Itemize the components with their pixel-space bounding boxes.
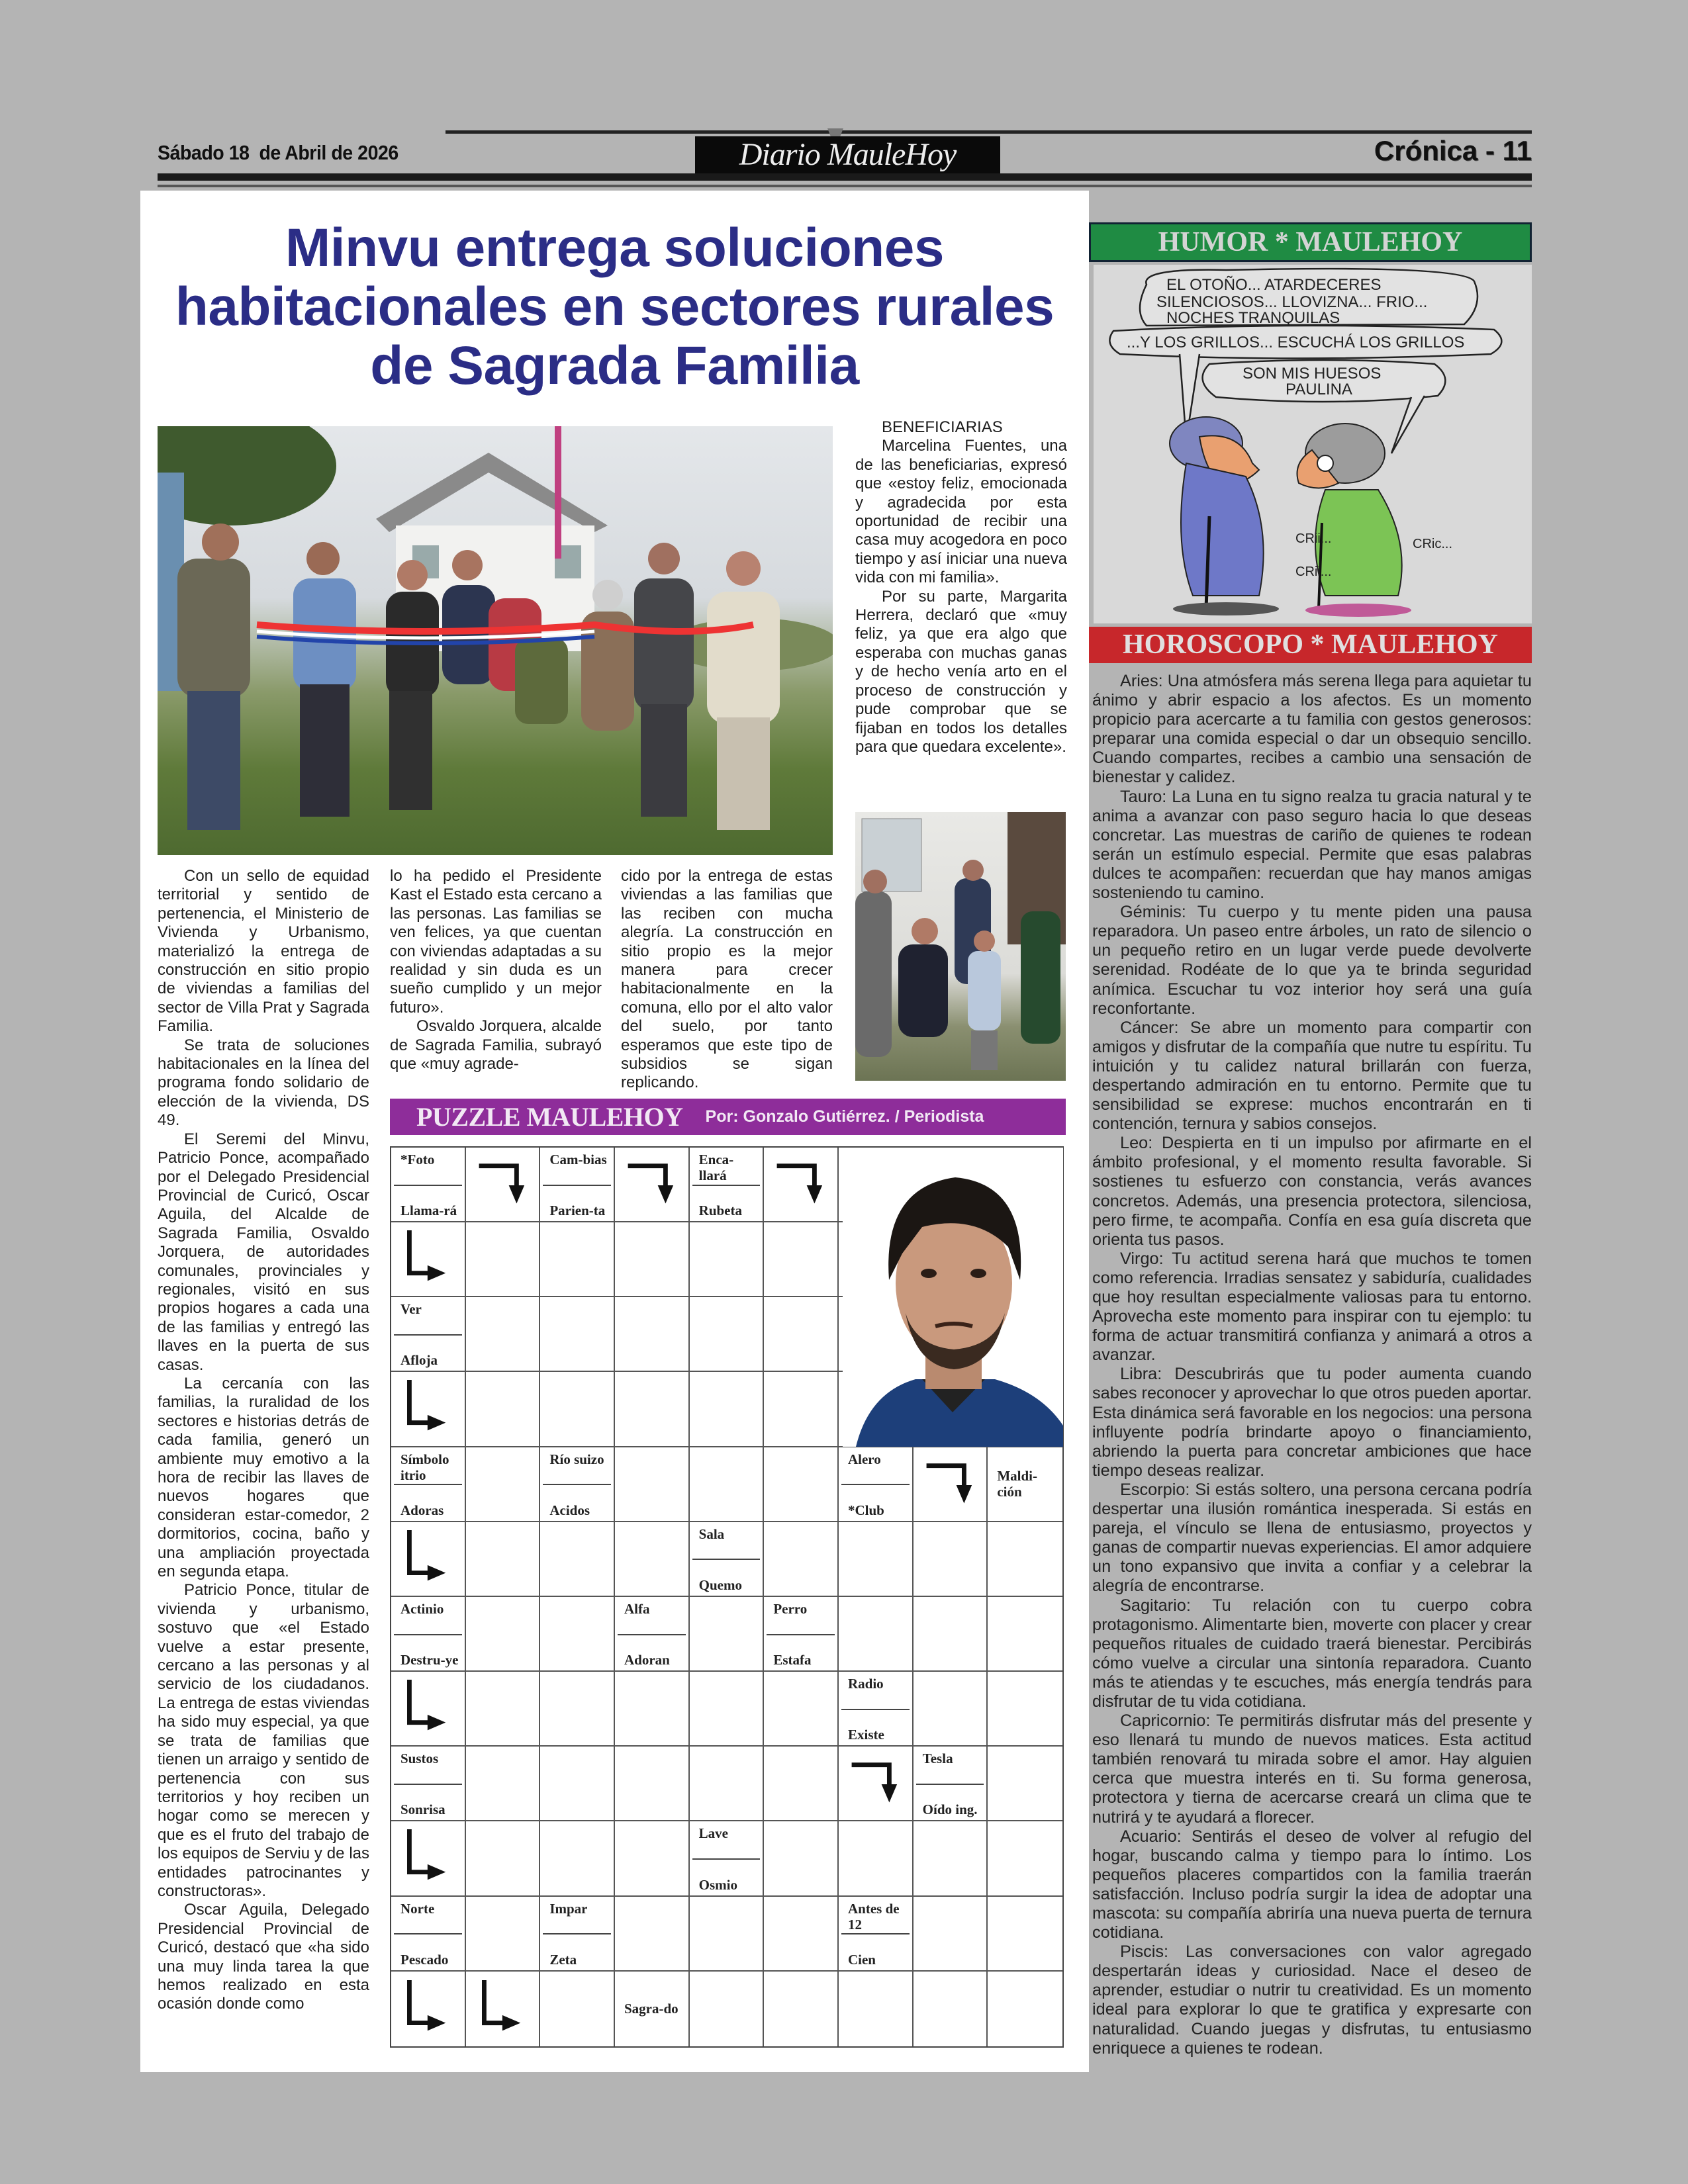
article-paragraph: Osvaldo Jorquera, alcalde de Sagrada Familia, subrayó que «muy agrade- bbox=[390, 1017, 602, 1073]
answer-cell[interactable] bbox=[690, 1747, 765, 1821]
clue-divider bbox=[618, 1634, 686, 1635]
clue-text: Perro bbox=[773, 1600, 808, 1617]
arrow-cell bbox=[391, 1222, 466, 1297]
horoscope-sign-paragraph: Capricornio: Te permitirás disfrutar más del presente y eso llenará tu mundo de nuevos matices. Esta actitud también renovará tu mirada sobre el amor. Hay alguien cerca que muestra interés en ti. Su forma generosa, protectora y tierna de acercarse creará un clima que te nutrirá y te ayudará a florecer. bbox=[1092, 1711, 1532, 1827]
horoscope-sign-paragraph: Cáncer: Se abre un momento para compartir con amigos y disfrutar de la compañía que nutre tu espíritu. Tu intuición y tu calidez natural brillarán con fuerza, despertando admiración en tu entorno. Permite que tu sensibilidad se exprese: muchos encontrarán en ti contención, ternura y sabios consejos. bbox=[1092, 1018, 1532, 1134]
answer-cell[interactable] bbox=[914, 1522, 988, 1597]
arrow-cell bbox=[391, 1972, 466, 2046]
clue-text: Alfa bbox=[624, 1600, 650, 1617]
clue-divider bbox=[394, 1933, 462, 1934]
answer-cell[interactable] bbox=[466, 1522, 541, 1597]
horoscope-sign-paragraph: Virgo: Tu actitud serena hará que muchos te tomen como referencia. Irradias sensatez y sabiduría, cualidades que hoy resultan especialmente valiosas para tu entorno. Aprovecha este momento para inspirar con tu ejemplo: tu forma de actuar transmitirá confianza y animará a otros a avanzar. bbox=[1092, 1249, 1532, 1365]
answer-cell[interactable] bbox=[764, 1672, 839, 1747]
answer-cell[interactable] bbox=[764, 1747, 839, 1821]
article-paragraph: Oscar Aguila, Delegado Presidencial Provincial de Curicó, destacó que «ha sido una muy linda tarea la que hemos realizado en esta ocasión donde como bbox=[158, 1901, 369, 2013]
answer-cell[interactable] bbox=[914, 1897, 988, 1972]
answer-cell[interactable] bbox=[764, 1372, 839, 1447]
clue-cell bbox=[540, 1897, 615, 1972]
answer-cell[interactable] bbox=[988, 1897, 1062, 1972]
clue-cell bbox=[615, 1972, 690, 2046]
clue-cell bbox=[540, 1447, 615, 1522]
horoscope-sign-paragraph: Géminis: Tu cuerpo y tu mente piden una pausa reparadora. Un paseo entre árboles, un rato de silencio o un pequeño retiro en un lugar verde puede devolverte serenidad. Rodéate de lo que ya te brinda seguridad anímica. Escuchar tu voz interior hoy será una guía reconfortante. bbox=[1092, 903, 1532, 1018]
clue-text: Cam-bias bbox=[549, 1152, 607, 1167]
clue-text: Maldi-ción bbox=[997, 1468, 1037, 1500]
clue-text: Sala bbox=[698, 1525, 725, 1542]
newspaper-logo: Diario MauleHoy bbox=[695, 136, 1000, 173]
answer-cell[interactable] bbox=[690, 1222, 765, 1297]
horoscope-sign-paragraph: Acuario: Sentirás el deseo de volver al refugio del hogar, buscando calma y tiempo para lo íntimo. Los pequeños placeres compartidos con la familia traerán satisfacción. Incluso podría surgir la idea de adoptar una mascota: su compañía abriría una nueva puerta de ternura cotidiana. bbox=[1092, 1827, 1532, 1942]
clue-text: Sonrisa bbox=[400, 1801, 445, 1818]
answer-cell[interactable] bbox=[540, 1597, 615, 1672]
horoscope-sign-paragraph: Libra: Descubrirás que tu poder aumenta cuando sabes reconocer y aprovechar lo que otros pueden aportar. Esta dinámica será favorable en los negocios: una persona influyente podría brindarte apoyo o financiamiento, abriendo la puerta para concretar ambiciones que hace tiempo deseas realizar. bbox=[1092, 1365, 1532, 1480]
clue-divider bbox=[841, 1933, 910, 1934]
clue-cell bbox=[839, 1672, 914, 1747]
answer-cell[interactable] bbox=[466, 1222, 541, 1297]
answer-cell[interactable] bbox=[839, 1821, 914, 1896]
article-paragraph: Marcelina Fuentes, una de las beneficiarias, expresó que «estoy feliz, emocionada y agradecida por esta oportunidad de recibir una casa muy acogedora en poco tiempo y así iniciar una nueva vida con mi familia». bbox=[855, 437, 1067, 587]
clue-text: Afloja bbox=[400, 1352, 438, 1369]
horoscope-sign-paragraph: Sagitario: Tu relación con tu cuerpo cobra protagonismo. Alimentarte bien, moverte con placer y crear pequeños rituales de cuidado traerá bienestar. Percibirás cómo vuelve a circular una sintonía reparadora. Cuanto más te atiendas y te escuches, más energía tendrás para disfrutar de tu vida cotidiana. bbox=[1092, 1596, 1532, 1711]
clue-cell bbox=[540, 1148, 615, 1222]
old-woman-green-figure bbox=[1297, 424, 1412, 617]
puzzle-byline: Por: Gonzalo Gutiérrez. / Periodista bbox=[705, 1107, 984, 1126]
answer-cell[interactable] bbox=[988, 1821, 1062, 1896]
horoscope-text bbox=[1092, 672, 1532, 2058]
clue-text: Oído ing. bbox=[922, 1801, 978, 1818]
humor-header: HUMOR * MAULEHOY bbox=[1089, 222, 1532, 262]
answer-cell[interactable] bbox=[988, 1747, 1062, 1821]
clue-divider bbox=[394, 1185, 462, 1186]
clue-divider bbox=[543, 1933, 611, 1934]
article-paragraph: Se trata de soluciones habitacionales en la línea del programa fondo solidario de elección de la vivienda, DS 49. bbox=[158, 1036, 369, 1130]
answer-cell[interactable] bbox=[690, 1597, 765, 1672]
clue-divider bbox=[543, 1484, 611, 1485]
sound-effect-text: CRic... bbox=[1413, 537, 1452, 551]
clue-text: Actinio bbox=[400, 1600, 444, 1617]
answer-cell[interactable] bbox=[540, 1747, 615, 1821]
clue-text: Parien-ta bbox=[549, 1203, 606, 1219]
answer-cell[interactable] bbox=[914, 1821, 988, 1896]
clue-divider bbox=[841, 1709, 910, 1710]
clue-text: *Club bbox=[847, 1502, 884, 1518]
clue-text: Alero bbox=[847, 1451, 881, 1467]
arrow-cell bbox=[839, 1747, 914, 1821]
clue-divider bbox=[394, 1634, 462, 1635]
answer-cell[interactable] bbox=[466, 1747, 541, 1821]
answer-cell[interactable] bbox=[690, 1972, 765, 2046]
headline-line: Minvu entrega soluciones bbox=[285, 218, 944, 278]
section-page-label: Crónica - 11 bbox=[1374, 135, 1532, 166]
clue-text: *Foto bbox=[400, 1152, 435, 1167]
answer-cell[interactable] bbox=[615, 1372, 690, 1447]
clue-divider bbox=[841, 1484, 910, 1485]
horoscope-sign-paragraph: Escorpio: Si estás soltero, una persona cercana podría despertar una ilusión romántica inesperada. Si estás en pareja, el vínculo se llena de entusiasmo, proyectos y ganas de compartir nuevas experiencias. El amor adquiere un tono expansivo que invita a confiar y a celebrar la alegría de encontrarse. bbox=[1092, 1480, 1532, 1596]
clue-text: Ver bbox=[400, 1301, 422, 1318]
answer-cell[interactable] bbox=[764, 1447, 839, 1522]
answer-cell[interactable] bbox=[466, 1372, 541, 1447]
clue-cell bbox=[391, 1447, 466, 1522]
article-paragraph: cido por la entrega de estas viviendas a las familias que las reciben con mucha alegría. La construcción en sitio propio es la mejor manera para crecer habitacionalmente en la comuna, ello por el alto valor del suelo, por tanto esperamos que este tipo de subsidios se sigan replicando. bbox=[621, 867, 833, 1092]
arrow-cell bbox=[615, 1148, 690, 1222]
clue-text: Quemo bbox=[698, 1576, 742, 1593]
clue-text: Zeta bbox=[549, 1951, 577, 1968]
answer-cell[interactable] bbox=[914, 1597, 988, 1672]
clue-text: Símbolo itrio bbox=[400, 1451, 449, 1483]
cartoon-text: NOCHES TRANQUILAS bbox=[1166, 309, 1340, 327]
answer-cell[interactable] bbox=[690, 1897, 765, 1972]
clue-text: Sustos bbox=[400, 1751, 439, 1767]
answer-cell[interactable] bbox=[466, 1672, 541, 1747]
clue-text: Estafa bbox=[773, 1652, 812, 1668]
answer-cell[interactable] bbox=[988, 1597, 1062, 1672]
article-column-2 bbox=[390, 867, 602, 1073]
clue-divider bbox=[692, 1858, 761, 1860]
answer-cell[interactable] bbox=[466, 1297, 541, 1372]
sound-effect-text: CRii... bbox=[1295, 531, 1332, 546]
clue-cell bbox=[914, 1747, 988, 1821]
horoscope-sign-paragraph: Aries: Una atmósfera más serena llega para aquietar tu ánimo y abrir espacio a los afectos. Es un momento propicio para acercarte a tu familia con gestos generosos: preparar una comida especial o dar un obsequio sencillo. Cuando compartes, recibes a cambio una sensación de bienestar y calidez. bbox=[1092, 672, 1532, 787]
answer-cell[interactable] bbox=[764, 1297, 839, 1372]
cartoon-text: SON MIS HUESOS bbox=[1243, 365, 1382, 383]
clue-cell bbox=[391, 1597, 466, 1672]
clue-cell bbox=[690, 1821, 765, 1896]
old-woman-blue-figure bbox=[1170, 417, 1279, 615]
clue-text: Lave bbox=[698, 1825, 728, 1842]
cartoon-text: ...Y LOS GRILLOS... ESCUCHÁ LOS GRILLOS bbox=[1127, 334, 1465, 351]
sound-effect-text: CRii... bbox=[1295, 565, 1332, 579]
arrow-cell bbox=[914, 1447, 988, 1522]
answer-cell[interactable] bbox=[988, 1972, 1062, 2046]
article-paragraph: Patricio Ponce, titular de vivienda y urbanismo, sostuvo que «el Estado vuelve a estar presente, cercano a las personas y al servicio de los ciudadanos. La entrega de estas viviendas ha sido muy especial, ya que se trata de familias que tienen un arraigo y sentido de pertenencia con sus territorios y hoy reciben un hogar como se merecen y que es el fruto del trabajo de los equipos de Serviu y de las entidades patrocinantes y constructoras». bbox=[158, 1581, 369, 1900]
puzzle-title: PUZZLE MAULEHOY bbox=[416, 1102, 683, 1132]
clue-text: Antes de 12 bbox=[847, 1900, 900, 1933]
keys-delivery-photo bbox=[855, 812, 1066, 1081]
clue-text: Existe bbox=[847, 1727, 884, 1743]
clue-text: Impar bbox=[549, 1900, 588, 1917]
answer-cell[interactable] bbox=[839, 1597, 914, 1672]
article-paragraph: La cercanía con las familias, la ruralidad de los sectores e historias detrás de cada familia, generó un ambiente muy emotivo a la hora de recibir las llaves de nuevos hogares que consideran estar-comedor, 2 dormitorios, cocina, baño y una ampliación proyectada en segunda etapa. bbox=[158, 1374, 369, 1581]
answer-cell[interactable] bbox=[615, 1897, 690, 1972]
header-top-rule bbox=[445, 130, 1532, 134]
clue-divider bbox=[543, 1185, 611, 1186]
answer-cell[interactable] bbox=[914, 1672, 988, 1747]
clue-text: Enca-llará bbox=[698, 1152, 734, 1183]
clue-cell bbox=[839, 1897, 914, 1972]
clue-text: Osmio bbox=[698, 1876, 737, 1893]
puzzle-header bbox=[390, 1099, 1066, 1135]
clue-text: Tesla bbox=[922, 1751, 953, 1767]
clue-cell bbox=[839, 1447, 914, 1522]
answer-cell[interactable] bbox=[615, 1222, 690, 1297]
answer-cell[interactable] bbox=[466, 1447, 541, 1522]
clue-text: Sagra-do bbox=[624, 2001, 679, 2017]
answer-cell[interactable] bbox=[690, 1372, 765, 1447]
clue-divider bbox=[394, 1484, 462, 1485]
answer-cell[interactable] bbox=[988, 1522, 1062, 1597]
article-paragraph: El Seremi del Minvu, Patricio Ponce, acompañado por el Delegado Presidencial Provincial de Curicó, Oscar Aguila, del Alcalde de Sagrada Familia, Osvaldo Jorquera, de autoridades comunales, provinciales y regionales, visitó en sus propios hogares a cada una de las familias y entregó las llaves en la puerta de sus casas. bbox=[158, 1130, 369, 1374]
clue-text: Acidos bbox=[549, 1502, 590, 1518]
article-column-1 bbox=[158, 867, 369, 2014]
clue-cell bbox=[391, 1747, 466, 1821]
answer-cell[interactable] bbox=[764, 1897, 839, 1972]
answer-cell[interactable] bbox=[914, 1972, 988, 2046]
arrow-cell bbox=[466, 1972, 541, 2046]
answer-cell[interactable] bbox=[540, 1297, 615, 1372]
article-paragraph: Por su parte, Margarita Herrera, declaró que «muy feliz, ya que era algo que esperaba con muchas ganas y de hecho venía arto en el proceso de construcción y pude comprobar que se fijaban en todos los detalles para que quedara excelente». bbox=[855, 587, 1067, 756]
clue-text: Destru-ye bbox=[400, 1652, 459, 1668]
clue-text: Rubeta bbox=[698, 1203, 742, 1219]
answer-cell[interactable] bbox=[466, 1897, 541, 1972]
answer-cell[interactable] bbox=[466, 1821, 541, 1896]
clue-cell bbox=[764, 1597, 839, 1672]
cartoon-text: PAULINA bbox=[1286, 381, 1352, 398]
answer-cell[interactable] bbox=[615, 1672, 690, 1747]
answer-cell[interactable] bbox=[615, 1522, 690, 1597]
article-headline bbox=[140, 218, 1089, 395]
arrow-cell bbox=[391, 1522, 466, 1597]
clue-text: Adoras bbox=[400, 1502, 444, 1518]
clue-cell bbox=[690, 1148, 765, 1222]
answer-cell[interactable] bbox=[540, 1372, 615, 1447]
article-paragraph: Con un sello de equidad territorial y sentido de pertenencia, el Ministerio de Vivienda y Urbanismo, materializó la entrega de construcción en sitio propio de viviendas a familias del sector de Villa Prat y Sagrada Familia. bbox=[158, 867, 369, 1036]
answer-cell[interactable] bbox=[839, 1522, 914, 1597]
answer-cell[interactable] bbox=[540, 1522, 615, 1597]
horoscope-sign-paragraph: Leo: Despierta en ti un impulso por afirmarte en el ámbito profesional, y el momento resulta favorable. Si sostienes tu esfuerzo con constancia, verás avances concretos. Además, una presencia protectora, silenciosa, pero firme, te acompaña. Confía en esa guía discreta que orienta tus pasos. bbox=[1092, 1134, 1532, 1249]
clue-cell bbox=[391, 1148, 466, 1222]
beneficiarias-column bbox=[855, 418, 1067, 756]
clue-text: Radio bbox=[847, 1676, 884, 1692]
answer-cell[interactable] bbox=[690, 1447, 765, 1522]
arrow-cell bbox=[391, 1821, 466, 1896]
clue-divider bbox=[394, 1784, 462, 1785]
header-bottom-rule bbox=[158, 173, 1532, 181]
answer-cell[interactable] bbox=[466, 1597, 541, 1672]
answer-cell[interactable] bbox=[540, 1222, 615, 1297]
answer-cell[interactable] bbox=[615, 1297, 690, 1372]
answer-cell[interactable] bbox=[764, 1972, 839, 2046]
answer-cell[interactable] bbox=[690, 1672, 765, 1747]
answer-cell[interactable] bbox=[764, 1821, 839, 1896]
clue-cell bbox=[391, 1897, 466, 1972]
clue-cell bbox=[615, 1597, 690, 1672]
horoscope-sign-paragraph: Tauro: La Luna en tu signo realza tu gracia natural y te anima a avanzar con paso seguro hacia lo que deseas concretar. Las muestras de cariño de quienes te rodean serán un estímulo especial. Permite que esas palabras dulces te acompañen: recuerdan que hay manos amigas sosteniendo tu camino. bbox=[1092, 787, 1532, 903]
clue-text: Norte bbox=[400, 1900, 435, 1917]
answer-cell[interactable] bbox=[540, 1821, 615, 1896]
clue-divider bbox=[692, 1559, 761, 1560]
issue-date: Sábado 18 de Abril de 2026 bbox=[158, 141, 399, 164]
answer-cell[interactable] bbox=[764, 1222, 839, 1297]
clue-divider bbox=[767, 1634, 835, 1635]
answer-cell[interactable] bbox=[764, 1522, 839, 1597]
humor-cartoon bbox=[1094, 265, 1532, 623]
clue-text: Adoran bbox=[624, 1652, 670, 1668]
cartoon-text: EL OTOÑO... ATARDECERES bbox=[1166, 276, 1382, 294]
cartoon-text: SILENCIOSOS... LLOVIZNA... FRIO... bbox=[1156, 293, 1428, 311]
answer-cell[interactable] bbox=[615, 1821, 690, 1896]
arrow-cell bbox=[391, 1672, 466, 1747]
puzzle-player-photo bbox=[843, 1148, 1063, 1447]
horoscope-sign-paragraph: Piscis: Las conversaciones con valor agregado despertarán ideas y curiosidad. Nace el deseo de aprender, estudiar o nutrir tu creatividad. Es un momento ideal para explorar lo que te gratifica y expresarte con naturalidad. Cuando juegas y disfrutas, tu entusiasmo enriquece a quienes te rodean. bbox=[1092, 1942, 1532, 2058]
clue-divider bbox=[916, 1784, 984, 1785]
answer-cell[interactable] bbox=[690, 1297, 765, 1372]
header-thin-rule bbox=[158, 185, 1532, 187]
clue-divider bbox=[394, 1334, 462, 1336]
clue-text: Llama-rá bbox=[400, 1203, 457, 1219]
article-column-3 bbox=[621, 867, 833, 1093]
answer-cell[interactable] bbox=[540, 1672, 615, 1747]
headline-line: habitacionales en sectores rurales bbox=[175, 277, 1055, 337]
clue-text: Pescado bbox=[400, 1951, 449, 1968]
answer-cell[interactable] bbox=[615, 1747, 690, 1821]
answer-cell[interactable] bbox=[615, 1447, 690, 1522]
arrow-cell bbox=[466, 1148, 541, 1222]
clue-cell bbox=[988, 1447, 1062, 1522]
clue-text: Cien bbox=[847, 1951, 876, 1968]
ribbon-cutting-photo bbox=[158, 426, 833, 855]
answer-cell[interactable] bbox=[988, 1672, 1062, 1747]
arrow-cell bbox=[764, 1148, 839, 1222]
arrow-cell bbox=[391, 1372, 466, 1447]
clue-divider bbox=[692, 1185, 761, 1186]
clue-cell bbox=[690, 1522, 765, 1597]
horoscope-header: HOROSCOPO * MAULEHOY bbox=[1089, 627, 1532, 663]
headline-line: de Sagrada Familia bbox=[370, 336, 859, 396]
article-paragraph: lo ha pedido el Presidente Kast el Estado esta cercano a las personas. Las familias se ven felices, ya que cuentan con viviendas adaptadas a su realidad y sin duda es un sueño cumplido y un mejor futuro». bbox=[390, 867, 602, 1017]
answer-cell[interactable] bbox=[839, 1972, 914, 2046]
clue-text: Río suizo bbox=[549, 1451, 604, 1467]
subheading-beneficiarias: BENEFICIARIAS bbox=[882, 418, 1003, 436]
answer-cell[interactable] bbox=[540, 1972, 615, 2046]
clue-cell bbox=[391, 1297, 466, 1372]
